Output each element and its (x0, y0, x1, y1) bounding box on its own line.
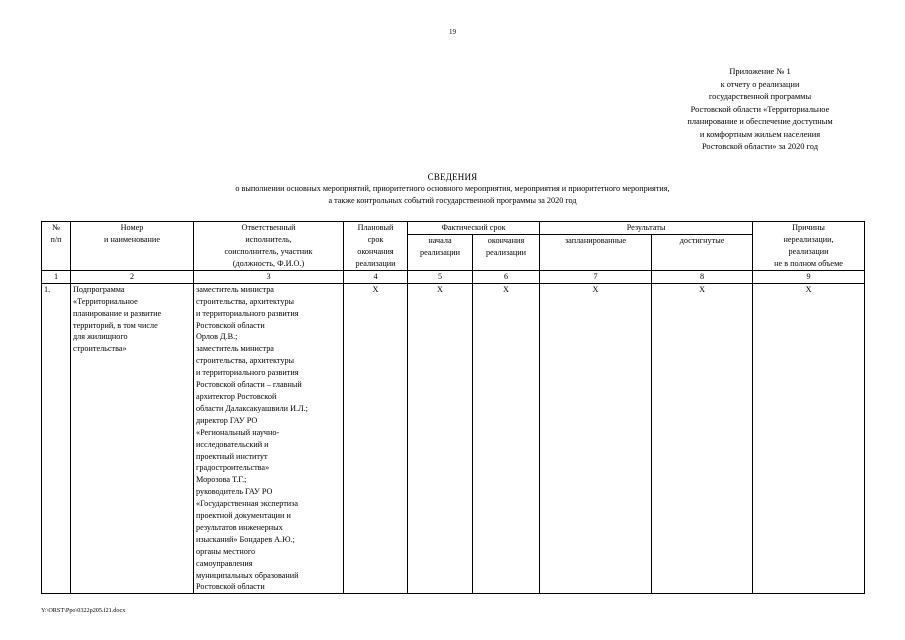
header-text: Номер (120, 223, 144, 232)
header-reasons (753, 222, 865, 271)
header-text: п/п (50, 234, 62, 244)
header-text: окончания (487, 235, 525, 245)
row-responsible-line: области Далаксакуашвили И.Л.; (196, 403, 308, 413)
header-text: реализации (355, 258, 396, 268)
row-responsible-line: строительства, архитектуры (196, 296, 295, 306)
column-number: 8 (652, 270, 753, 283)
header-text: и наименование (104, 234, 160, 244)
row-actual-start: Х (408, 283, 473, 594)
row-responsible-line: архитектор Ростовской (196, 391, 277, 401)
row-num: 1. (42, 283, 71, 594)
appendix-line: Приложение № 1 (729, 67, 791, 76)
row-responsible-line: самоуправления (196, 558, 253, 568)
column-number-row (42, 270, 865, 283)
header-name (71, 222, 194, 271)
header-text: срок (367, 234, 384, 244)
row-responsible-line: Морозова Т.Г.; (196, 475, 247, 485)
row-responsible-line: руководитель ГАУ РО (196, 487, 273, 497)
row-name-line: «Территориальное (73, 296, 138, 306)
document-subtitle (0, 183, 905, 207)
column-number: 9 (753, 270, 865, 283)
row-reasons: Х (753, 283, 865, 594)
header-planned (344, 222, 408, 271)
appendix-line: Ростовской области» за 2020 год (701, 142, 818, 151)
header-text: Плановый (357, 223, 394, 232)
row-responsible-line: Ростовской области (196, 582, 265, 592)
row-results-achieved: Х (652, 283, 753, 594)
subtitle-line: о выполнении основных мероприятий, приоритетного основного мероприятия, мероприятия и приоритетного мероприятия, (235, 184, 670, 193)
header-responsible (194, 222, 344, 271)
header-text: реализации (788, 246, 829, 256)
page-number: 19 (449, 28, 456, 36)
row-responsible-line: муниципальных образований (196, 570, 299, 580)
row-responsible-line: проектной документации и (196, 511, 291, 521)
row-responsible-line: заместитель министра (196, 344, 274, 354)
column-number: 6 (473, 270, 540, 283)
header-actual-group: Фактический срок (408, 222, 540, 235)
header-text: реализации (419, 247, 460, 257)
row-name-line: Подпрограмма (73, 284, 125, 294)
header-text: начала (428, 235, 452, 245)
header-text: окончания (357, 246, 394, 256)
report-table (41, 221, 865, 594)
appendix-line: и комфортным жильем населения (699, 129, 821, 139)
document-title: СВЕДЕНИЯ (427, 172, 478, 182)
row-responsible-line: исследовательский и (196, 439, 269, 449)
column-number: 4 (344, 270, 408, 283)
row-responsible-line: заместитель министра (196, 284, 274, 294)
header-results-planned: запланированные (540, 234, 652, 270)
header-text: реализации (486, 247, 527, 257)
row-name (71, 283, 194, 594)
appendix-heading (660, 66, 860, 154)
row-responsible-line: «Региональный научно- (196, 427, 280, 437)
row-responsible-line: органы местного (196, 546, 256, 556)
file-path-footer: Y:\ORST\Ppo\0322p205.f21.docx (41, 607, 126, 614)
header-results-group: Результаты (540, 222, 753, 235)
row-responsible-line: изысканий» Бондарев А.Ю.; (196, 534, 295, 544)
header-text: Причины (792, 223, 825, 232)
header-text: нереализации, (783, 234, 834, 244)
header-text: № (52, 223, 60, 232)
row-actual-end: Х (473, 283, 540, 594)
header-num (42, 222, 71, 271)
header-text: соисполнитель, участник (224, 246, 313, 256)
appendix-line: планирование и обеспечение доступным (687, 117, 833, 126)
row-responsible-line: Орлов Д.В.; (196, 332, 238, 342)
header-actual-end (473, 234, 540, 270)
appendix-line: государственной программы (708, 92, 812, 101)
header-results-achieved: достигнутые (652, 234, 753, 270)
row-responsible-line: и территориального развития (196, 308, 299, 318)
row-responsible-line: результатов инженерных (196, 522, 283, 532)
row-name-line: планирование и развитие (73, 308, 162, 318)
header-text: исполнитель, (245, 234, 292, 244)
row-responsible-line: градостроительства» (196, 463, 270, 473)
appendix-line: к отчету о реализации (720, 79, 800, 89)
row-responsible-line: проектный институт (196, 451, 268, 461)
row-results-planned: Х (540, 283, 652, 594)
header-text: Ответственный (241, 223, 296, 232)
appendix-line: Ростовской области «Территориальное (690, 104, 830, 114)
column-number: 1 (42, 270, 71, 283)
header-text: не в полном объеме (774, 258, 843, 268)
row-responsible-line: Ростовской области (196, 320, 265, 330)
column-number: 7 (540, 270, 652, 283)
column-number: 3 (194, 270, 344, 283)
row-name-line: территорий, в том числе (73, 320, 158, 330)
row-name-line: строительства» (73, 344, 127, 354)
subtitle-line: а также контрольных событий государственной программы за 2020 год (328, 196, 577, 205)
row-planned: Х (344, 283, 408, 594)
row-responsible-line: «Государственная экспертиза (196, 499, 299, 509)
row-responsible-line: строительства, архитектуры (196, 356, 295, 366)
row-responsible (194, 283, 344, 594)
row-responsible-line: и территориального развития (196, 368, 299, 378)
column-number: 5 (408, 270, 473, 283)
header-actual-start (408, 234, 473, 270)
header-row-1 (42, 222, 865, 235)
column-number: 2 (71, 270, 194, 283)
row-responsible-line: Ростовской области – главный (196, 380, 302, 390)
row-name-line: для жилищного (73, 332, 128, 342)
table-row (42, 283, 865, 594)
header-text: (должность, Ф.И.О.) (232, 258, 305, 268)
row-responsible-line: директор ГАУ РО (196, 415, 258, 425)
